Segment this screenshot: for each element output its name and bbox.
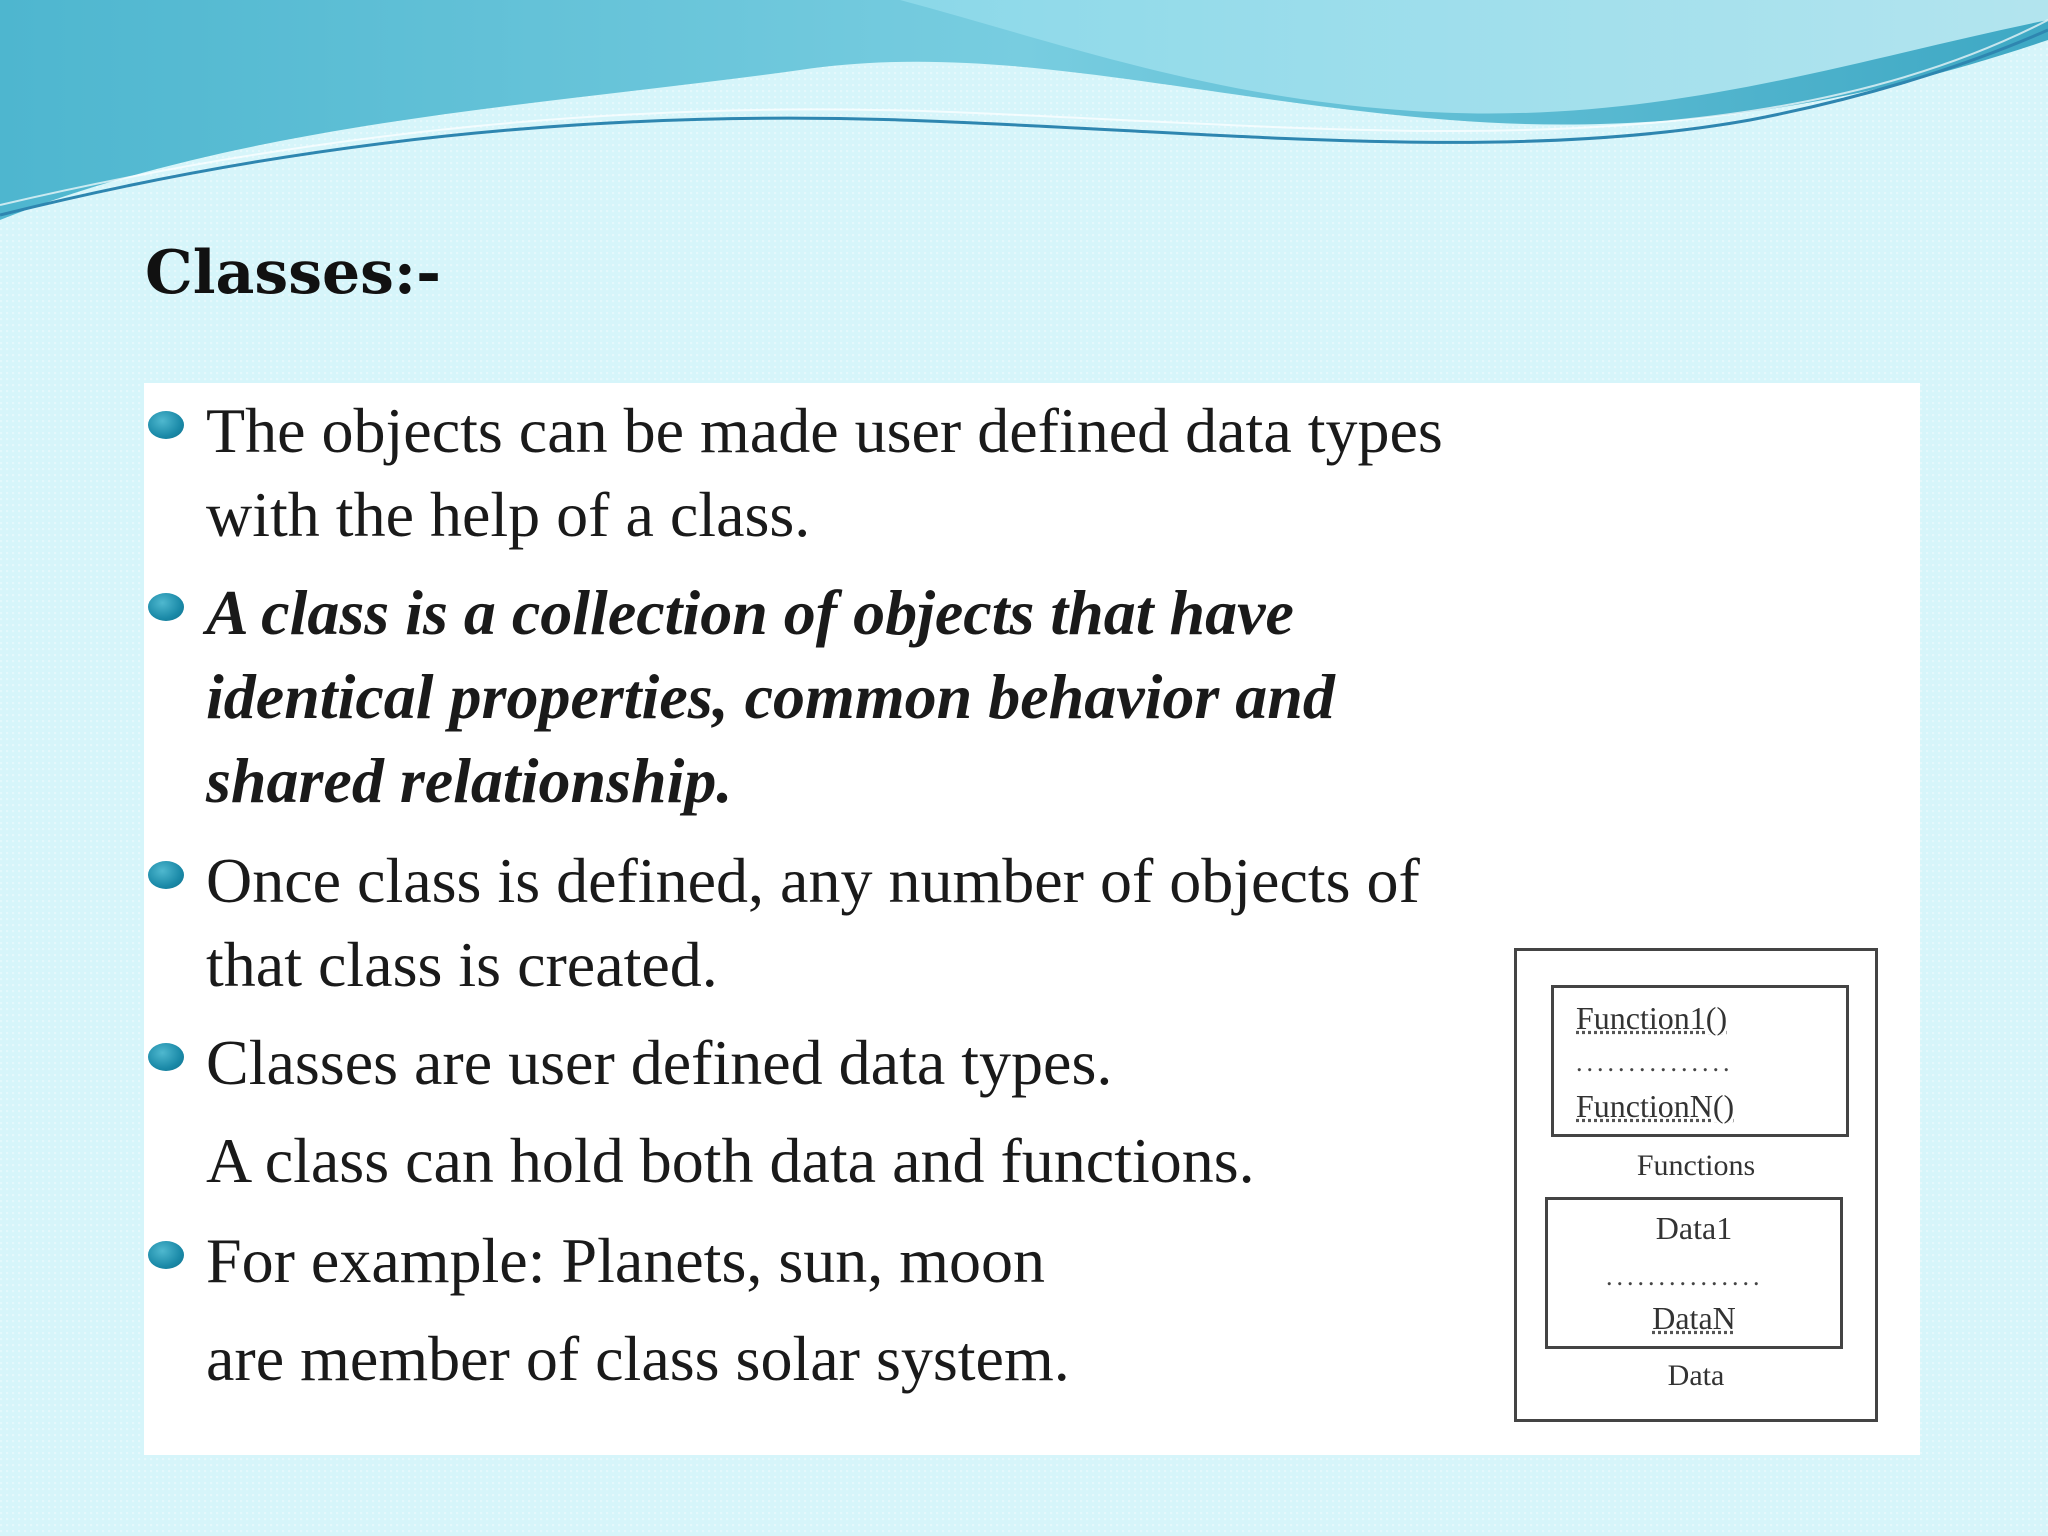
function-last-label: FunctionN()	[1576, 1088, 1735, 1124]
bullet-icon	[148, 593, 184, 621]
content-panel	[144, 383, 1920, 1455]
functions-caption: Functions	[1636, 1149, 1756, 1182]
bullet-icon	[148, 1241, 184, 1269]
bullet-text: Once class is defined, any number of objects of that class is created.	[206, 845, 1420, 1000]
header-wave-decoration	[0, 0, 2048, 240]
bullet-icon	[148, 1043, 184, 1071]
data-dots: ...............	[1606, 1262, 1764, 1291]
data-first-label: Data1	[1655, 1210, 1733, 1246]
bullet-continuation: are member of class solar system.	[206, 1323, 1070, 1394]
slide-title: Classes:-	[145, 238, 441, 308]
bullet-text: The objects can be made user defined data types with the help of a class.	[206, 395, 1443, 550]
bullet-text: Classes are user defined data types.	[206, 1027, 1113, 1098]
bullet-text: For example: Planets, sun, moon	[206, 1225, 1046, 1296]
function-dots: ...............	[1576, 1048, 1734, 1077]
data-box	[1545, 1197, 1843, 1349]
functions-box	[1551, 985, 1849, 1137]
bullet-text-definition: A class is a collection of objects that have identical properties, common behavior and shared relationship.	[206, 577, 1335, 816]
bullet-continuation: A class can hold both data and functions.	[206, 1125, 1255, 1196]
data-caption: Data	[1667, 1359, 1725, 1392]
function-first-label: Function1()	[1576, 1000, 1728, 1036]
class-diagram	[1514, 948, 1878, 1422]
bullet-icon	[148, 411, 184, 439]
bullet-icon	[148, 861, 184, 889]
data-last-label: DataN	[1652, 1300, 1736, 1336]
